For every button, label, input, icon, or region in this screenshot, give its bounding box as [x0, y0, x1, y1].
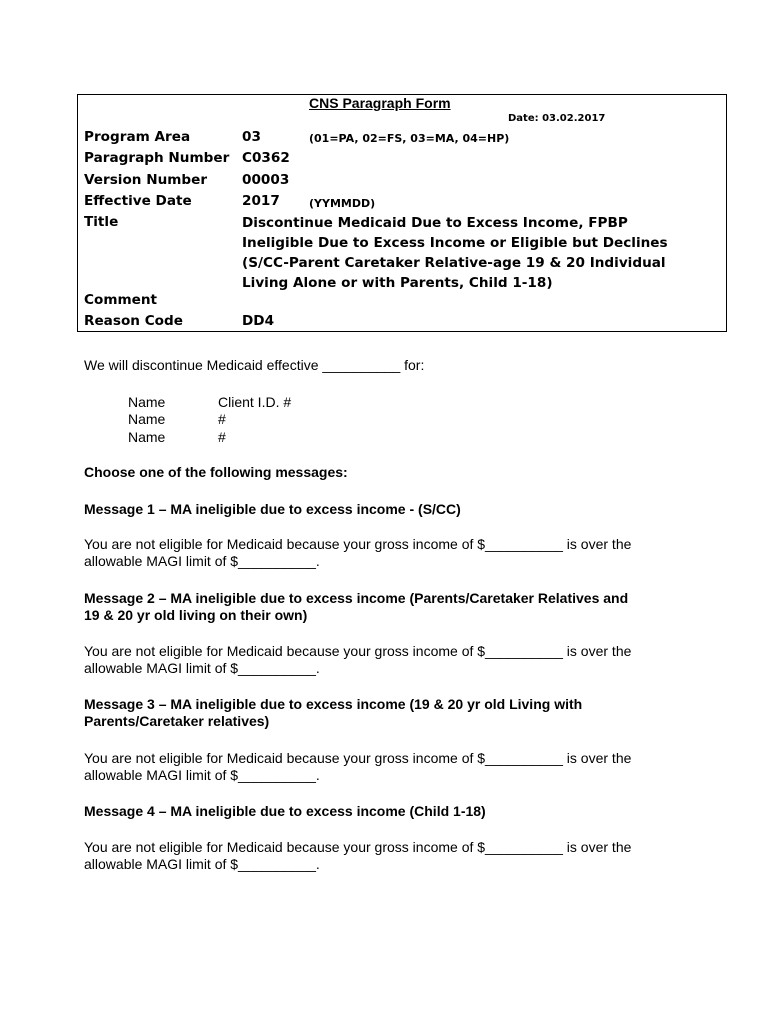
heading-line: Message 1 – MA ineligible due to excess income - (S/CC)	[84, 501, 461, 517]
reason-code-label: Reason Code	[84, 313, 183, 329]
message-2-text	[84, 643, 694, 677]
heading-line: Parents/Caretaker relatives)	[84, 713, 270, 729]
text-line: You are not eligible for Medicaid because your gross income of $__________ is over the	[84, 839, 632, 855]
message-1-text	[84, 536, 694, 570]
choose-instruction: Choose one of the following messages:	[84, 464, 348, 480]
heading-line: Message 4 – MA ineligible due to excess income (Child 1-18)	[84, 803, 486, 819]
title-value	[242, 213, 712, 293]
heading-line: Message 2 – MA ineligible due to excess income (Parents/Caretaker Relatives and	[84, 590, 629, 606]
title-line: Living Alone or with Parents, Child 1-18)	[242, 275, 553, 291]
form-title: CNS Paragraph Form	[309, 95, 451, 111]
client-id-label: Client I.D. #	[218, 394, 292, 410]
message-4-text	[84, 839, 694, 873]
program-area-value: 03	[242, 129, 261, 145]
text-line: allowable MAGI limit of $__________.	[84, 856, 320, 872]
text-line: You are not eligible for Medicaid because your gross income of $__________ is over the	[84, 750, 632, 766]
title-line: Ineligible Due to Excess Income or Eligible but Declines	[242, 235, 668, 251]
effective-date-note: (YYMMDD)	[309, 197, 376, 210]
title-line: (S/CC-Parent Caretaker Relative-age 19 & 20 Individual	[242, 255, 666, 271]
intro-text: We will discontinue Medicaid effective __________ for:	[84, 357, 425, 373]
paragraph-number-label: Paragraph Number	[84, 150, 230, 166]
version-number-value: 00003	[242, 172, 290, 188]
heading-line: 19 & 20 yr old living on their own)	[84, 607, 308, 623]
message-3-text	[84, 750, 694, 784]
program-area-note: (01=PA, 02=FS, 03=MA, 04=HP)	[309, 132, 510, 145]
text-line: You are not eligible for Medicaid because your gross income of $__________ is over the	[84, 536, 632, 552]
text-line: You are not eligible for Medicaid because your gross income of $__________ is over the	[84, 643, 632, 659]
heading-line: Message 3 – MA ineligible due to excess income (19 & 20 yr old Living with	[84, 696, 583, 712]
paragraph-number-value: C0362	[242, 150, 290, 166]
client-id-label: #	[218, 411, 226, 427]
client-id-label: #	[218, 429, 226, 445]
name-label: Name	[128, 429, 166, 445]
message-3-heading	[84, 696, 694, 730]
message-4-heading	[84, 803, 694, 820]
program-area-label: Program Area	[84, 129, 191, 145]
text-line: allowable MAGI limit of $__________.	[84, 767, 320, 783]
title-label: Title	[84, 214, 119, 230]
reason-code-value: DD4	[242, 313, 275, 329]
text-line: allowable MAGI limit of $__________.	[84, 553, 320, 569]
text-line: allowable MAGI limit of $__________.	[84, 660, 320, 676]
form-header-box	[77, 94, 727, 332]
effective-date-label: Effective Date	[84, 193, 192, 209]
title-line: Discontinue Medicaid Due to Excess Income, FPBP	[242, 215, 628, 231]
name-label: Name	[128, 394, 166, 410]
comment-label: Comment	[84, 292, 158, 308]
message-1-heading	[84, 501, 694, 518]
version-number-label: Version Number	[84, 172, 208, 188]
form-date: Date: 03.02.2017	[508, 113, 606, 124]
message-2-heading	[84, 590, 694, 624]
effective-date-value: 2017	[242, 193, 280, 209]
name-label: Name	[128, 411, 166, 427]
